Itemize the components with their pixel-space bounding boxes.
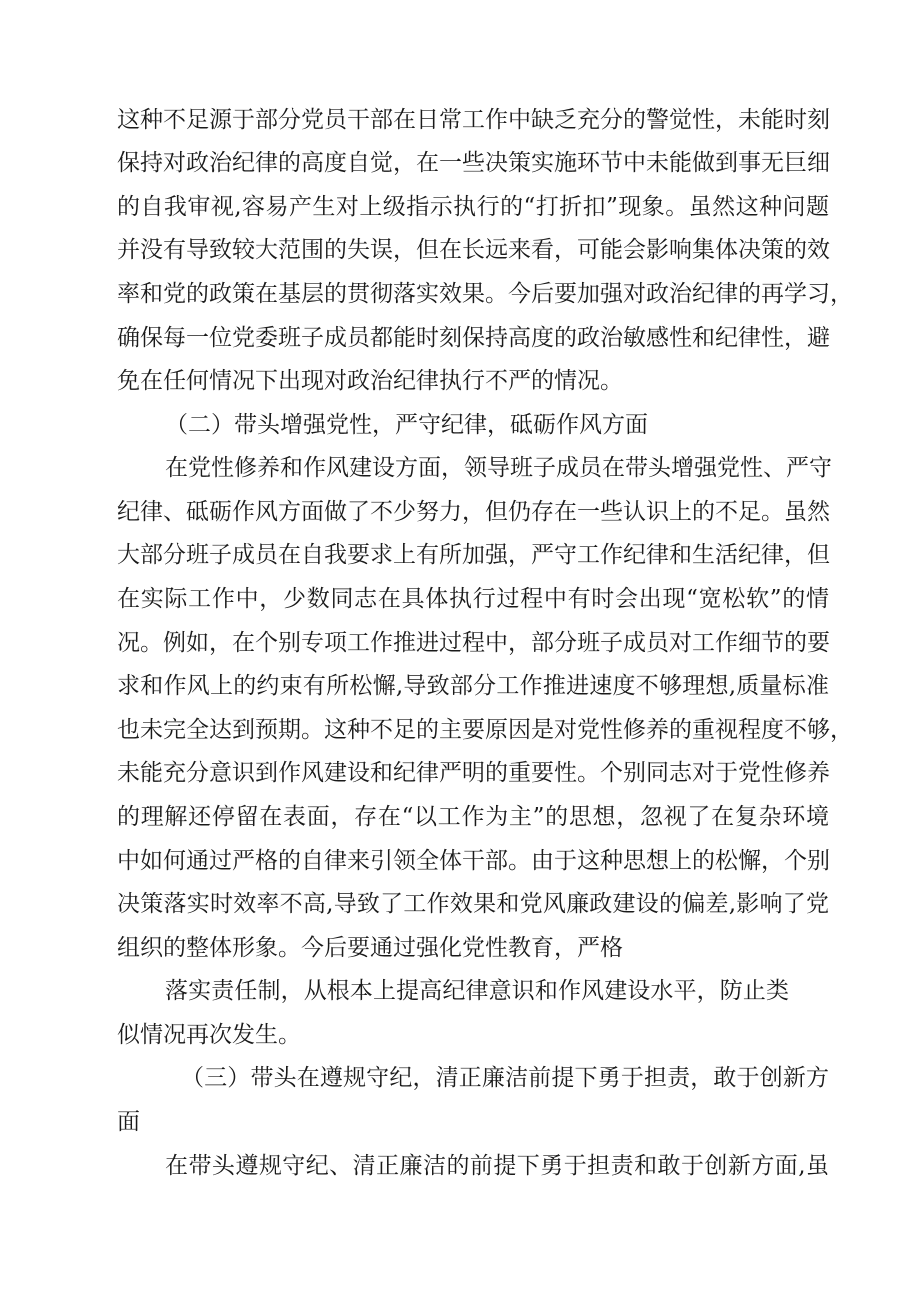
paragraph-line: 决策落实时效率不高,导致了工作效果和党风廉政建设的偏差,影响了党 — [117, 891, 829, 917]
paragraph-line: 并没有导致较大范围的失误，但在长远来看，可能会影响集体决策的效 — [117, 237, 830, 263]
paragraph-line: 在实际工作中，少数同志在具体执行过程中有时会出现“宽松软”的情 — [117, 586, 829, 612]
heading-line: （三）带头在遵规守纪，清正廉洁前提下勇于担责，敢于创新方 — [181, 1065, 829, 1091]
paragraph-line: 中如何通过严格的自律来引领全体干部。由于这种思想上的松懈，个别 — [117, 848, 830, 874]
paragraph-line: 率和党的政策在基层的贯彻落实效果。今后要加强对政治纪律的再学习， — [117, 281, 853, 307]
paragraph-line: 保持对政治纪律的高度自觉，在一些决策实施环节中未能做到事无巨细 — [117, 150, 830, 176]
paragraph-line: 未能充分意识到作风建设和纪律严明的重要性。个别同志对于党性修养 — [117, 760, 830, 786]
paragraph-line: 在带头遵规守纪、清正廉洁的前提下勇于担责和敢于创新方面,虽 — [165, 1153, 829, 1179]
paragraph-line: 求和作风上的约束有所松懈,导致部分工作推进速度不够理想,质量标准 — [117, 673, 829, 699]
paragraph-line: 确保每一位党委班子成员都能时刻保持高度的政治敏感性和纪律性，避 — [117, 325, 830, 351]
paragraph-line: 纪律、砥砺作风方面做了不少努力，但仍存在一些认识上的不足。虽然 — [117, 499, 830, 525]
paragraph-line: 似情况再次发生。 — [117, 1022, 301, 1048]
paragraph-line: 免在任何情况下出现对政治纪律执行不严的情况。 — [117, 368, 623, 394]
paragraph-line: 这种不足源于部分党员干部在日常工作中缺乏充分的警觉性，未能时刻 — [117, 107, 830, 133]
paragraph-line: 在党性修养和作风建设方面，领导班子成员在带头增强党性、严守 — [165, 455, 832, 481]
paragraph-line: 落实责任制，从根本上提高纪律意识和作风建设水平，防止类 — [165, 978, 789, 1004]
paragraph-line: 况。例如，在个别专项工作推进过程中，部分班子成员对工作细节的要 — [117, 630, 830, 656]
section-heading-2: （二）带头增强党性，严守纪律，砥砺作风方面 — [165, 412, 648, 438]
paragraph-line: 也未完全达到预期。这种不足的主要原因是对党性修养的重视程度不够， — [117, 717, 853, 743]
paragraph-line: 组织的整体形象。今后要通过强化党性教育，严格 — [117, 935, 623, 961]
paragraph-line: 的理解还停留在表面，存在“以工作为主”的思想，忽视了在复杂环境 — [117, 804, 829, 830]
paragraph-line: 的自我审视,容易产生对上级指示执行的“打折扣”现象。虽然这种问题 — [117, 194, 829, 220]
paragraph-line: 大部分班子成员在自我要求上有所加强，严守工作纪律和生活纪律，但 — [117, 542, 830, 568]
heading-line: 面 — [117, 1109, 140, 1135]
